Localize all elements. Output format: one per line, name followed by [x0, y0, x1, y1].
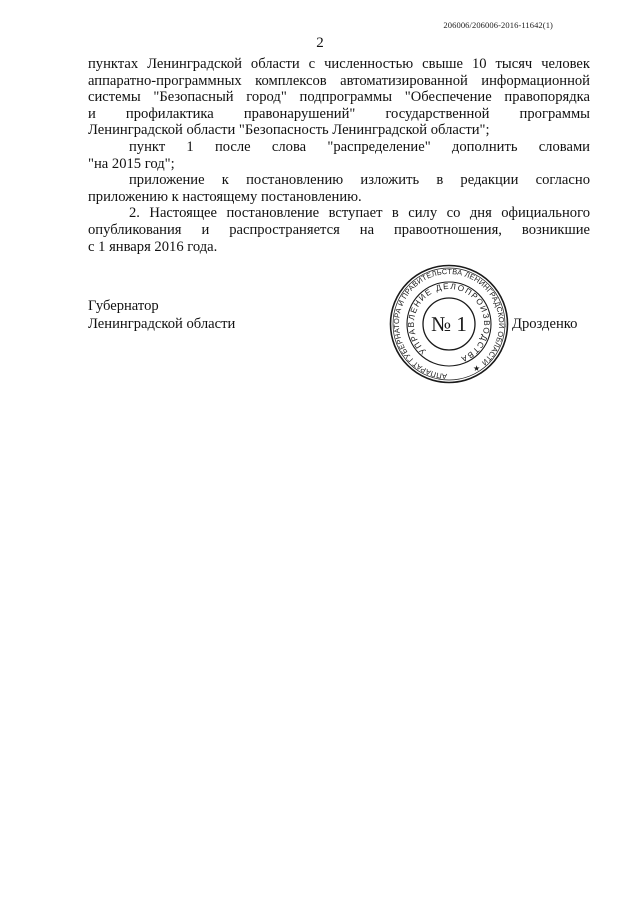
text-line: 2. Настоящее постановление вступает в силу со дня официального	[129, 205, 590, 222]
signer-name: Дрозденко	[512, 316, 578, 332]
text-line: опубликования и распространяется на правоотношения, возникшие	[88, 221, 590, 238]
page-number: 2	[316, 35, 324, 51]
text-line: приложение к постановлению изложить в редакции согласно	[129, 172, 590, 189]
official-stamp	[388, 263, 510, 385]
paragraph-1	[88, 56, 590, 139]
text-line: системы "Безопасный город" подпрограммы "Обеспечение правопорядка	[88, 89, 590, 106]
text-line: аппаратно-программных комплексов автоматизированной информационной	[88, 72, 590, 89]
stamp-outer-text: АППАРАТ ГУБЕРНАТОРА И ПРАВИТЕЛЬСТВА ЛЕНИНГРАДСКОЙ ОБЛАСТИ	[391, 266, 507, 381]
text-line: "на 2015 год";	[88, 155, 175, 172]
stamp-star-icon: ★	[473, 364, 481, 373]
stamp-graphic	[388, 263, 510, 385]
paragraph-3	[88, 172, 590, 205]
document-id: 206006/206006-2016-11642(1)	[443, 20, 553, 30]
stamp-center-text: № 1	[431, 312, 467, 336]
signature-block	[88, 297, 235, 333]
signer-title-line2: Ленинградской области	[88, 316, 236, 332]
text-line: и профилактика правонарушений" государственной программы	[88, 105, 590, 122]
text-line: пункт 1 после слова "распределение" дополнить словами	[129, 138, 590, 155]
text-line: пунктах Ленинградской области с численностью свыше 10 тысяч человек	[88, 56, 590, 72]
paragraph-2	[88, 139, 590, 172]
text-line: Ленинградской области "Безопасность Ленинградской области";	[88, 122, 490, 139]
text-line: с 1 января 2016 года.	[88, 238, 218, 255]
stamp-inner-text: УПРАВЛЕНИЕ ДЕЛОПРОИЗВОДСТВА	[406, 281, 492, 365]
document-body	[88, 56, 590, 255]
paragraph-4	[88, 205, 590, 255]
text-line: приложению к настоящему постановлению.	[88, 188, 362, 205]
signer-title-line1: Губернатор	[88, 298, 159, 314]
